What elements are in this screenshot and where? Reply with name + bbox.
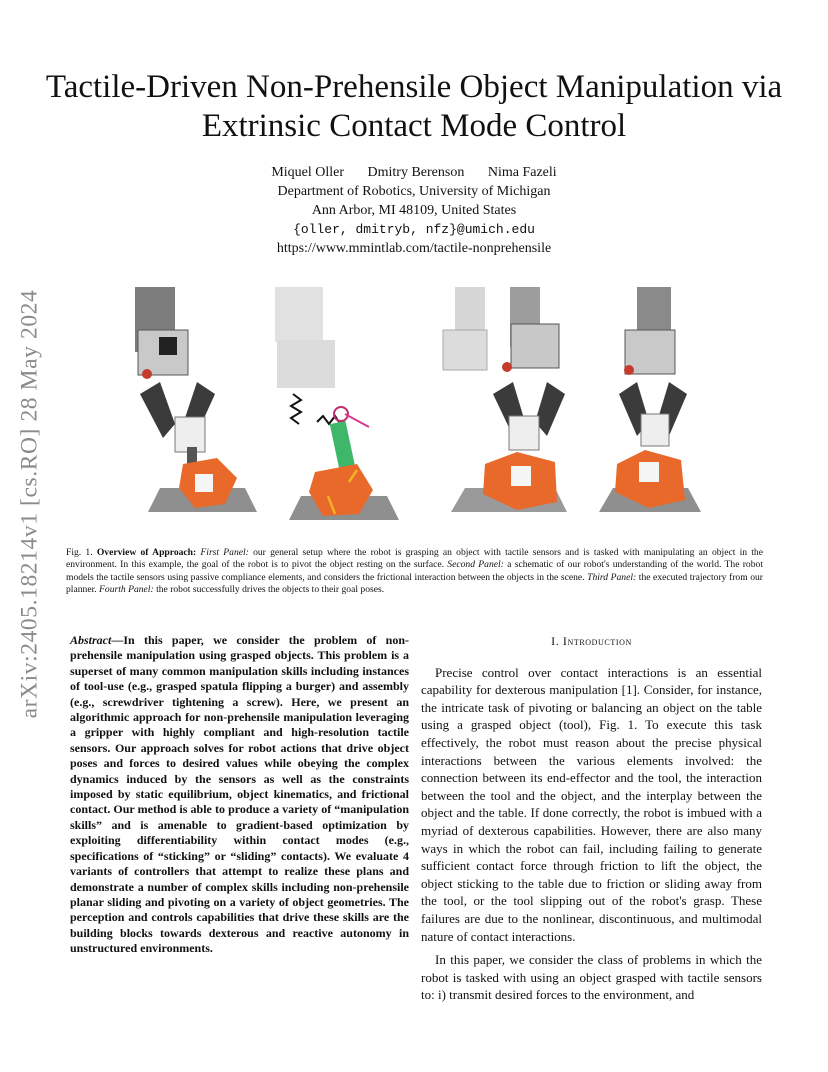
author-names bbox=[114, 163, 714, 182]
figure-caption bbox=[66, 547, 763, 597]
author-emails[interactable]: {oller, dmitryb, nfz}@umich.edu bbox=[293, 222, 535, 237]
paragraph: In this paper, we consider the class of problems in which the robot is tasked with using an object grasped with tactile sensors to: i) transmit desired forces to the environment, and bbox=[421, 952, 762, 1003]
paragraph: Precise control over contact interactions is an essential capability for dexterous manipulation [1]. Consider, for instance, the intricate task of pivoting or balancing an object on the table using a grasped object (tool), Fig. 1. To execute this task effectively, the robot must reason about the precise physical interactions between the various elements involved: the connection between its end-effector and the tool, the interaction between the tool and the object, and the interplay between the object and the table. If done correctly, the robot is imbued with a myriad of dexterous capabilities. However, there are also many ways in which the robot can fail, including failing to generate sufficient contact force through friction to lift the object, the object sticking to the table due to friction or sliding away from the tool, or the tool slipping out of the robot's grasp. These failures are due to the nonlinear, discontinuous, and multimodal nature of contact interactions. bbox=[421, 664, 762, 944]
panel-1-setup bbox=[135, 287, 257, 512]
teaser-figure-illustration bbox=[125, 282, 703, 532]
figure-label: Fig. 1. bbox=[66, 547, 93, 558]
caption-heading: Overview of Approach: bbox=[96, 547, 197, 558]
author-block bbox=[114, 163, 714, 258]
section-heading: I. Introduction bbox=[551, 634, 632, 648]
address: Ann Arbor, MI 48109, United States bbox=[311, 203, 517, 218]
panel-2-schematic bbox=[275, 287, 399, 520]
author-name: Nima Fazeli bbox=[487, 165, 557, 180]
author-name: Miquel Oller bbox=[271, 165, 345, 180]
arxiv-identifier: arXiv:2405.18214v1 [cs.RO] 28 May 2024 bbox=[16, 289, 43, 719]
caption-panel-label: First Panel: bbox=[200, 547, 249, 558]
project-website-link[interactable]: https://www.mmintlab.com/tactile-nonprehensile bbox=[276, 241, 552, 256]
panel-3-trajectory bbox=[443, 287, 567, 512]
paper-title: Tactile-Driven Non-Prehensile Object Manipulation via Extrinsic Contact Mode Control bbox=[45, 69, 783, 144]
author-name: Dmitry Berenson bbox=[367, 165, 465, 180]
caption-panel-text: the executed trajectory from our planner. bbox=[66, 571, 764, 596]
introduction-section bbox=[421, 633, 762, 1010]
caption-panel-text: a schematic of our robot's understanding of the world. The robot models the tactile sensors using passive compliance elements, and considers the frictional interaction between the objects in the scene. bbox=[66, 559, 763, 583]
caption-panel-label: Second Panel: bbox=[447, 559, 504, 571]
caption-panel-text: the robot successfully drives the objects to their goal poses. bbox=[153, 584, 385, 596]
caption-panel-label: Fourth Panel: bbox=[99, 584, 154, 596]
abstract bbox=[70, 633, 409, 957]
caption-panel-label: Third Panel: bbox=[587, 571, 637, 583]
abstract-heading: Abstract bbox=[70, 633, 112, 647]
affiliation: Department of Robotics, University of Michigan bbox=[277, 184, 551, 199]
panel-4-goal bbox=[599, 287, 701, 512]
teaser-figure bbox=[125, 282, 703, 532]
abstract-text: —In this paper, we consider the problem of non-prehensile manipulation using grasped objects. This problem is a superset of many common manipulation skills including instances of tool-use (e.g., grasped spatula flipping a burger) and assembly (e.g., screwdriver tightening a screw). Here, we present an algorithmic approach for non-prehensile manipulation leveraging a gripper with highly compliant and high-resolution tactile sensors. Our approach solves for robot actions that drive object poses and forces to desired values while obeying the complex dynamics induced by the sensors as well as the constraints imposed by static equilibrium, object kinematics, and frictional contact. Our method is able to produce a variety of “manipulation skills” and is amenable to gradient-based optimization by exploiting differentiability within contact modes (e.g., specifications of “sticking” or “sliding” contacts). We evaluate 4 variants of controllers that attempt to realize these plans and demonstrate a number of complex skills including non-prehensile planar sliding and pivoting on a variety of object geometries. The perception and controls capabilities that drive these skills are the building blocks towards dexterous and reactive autonomy in unstructured environments. bbox=[70, 633, 409, 956]
caption-panel-text: our general setup where the robot is grasping an object with tactile sensors and is tasked with manipulating an object in the environment. In this example, the goal of the robot is to pivot the object resting on the surface. bbox=[66, 547, 763, 571]
